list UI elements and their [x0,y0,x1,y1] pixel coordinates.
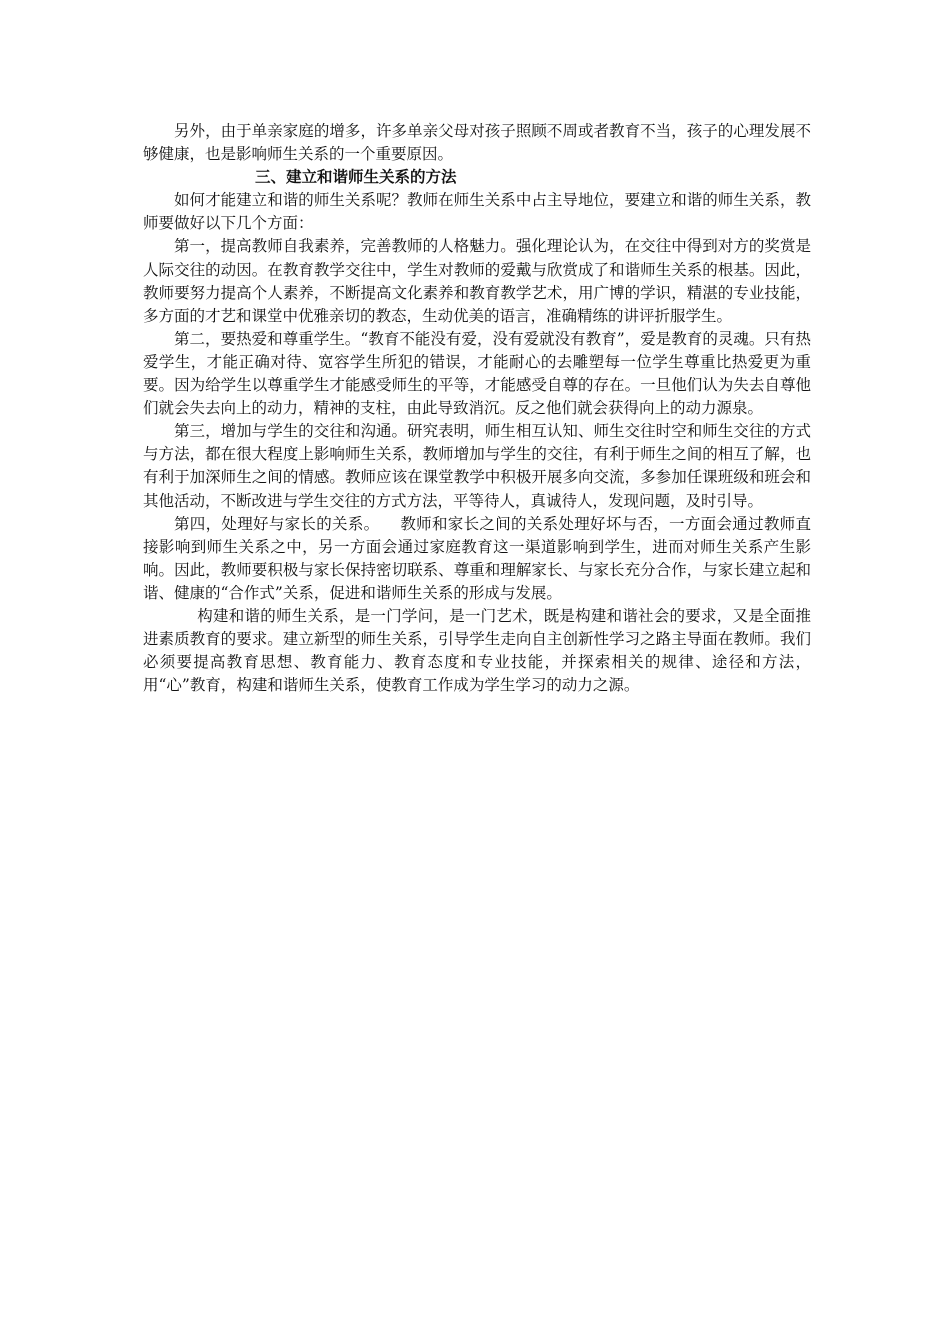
paragraph-point-four: 第四，处理好与家长的关系。 教师和家长之间的关系处理好坏与否，一方面会通过教师直接影响到师生关系之中，另一方面会通过家庭教育这一渠道影响到学生，进而对师生关系产生影响。因此，教师要积极与家长保持密切联系、尊重和理解家长、与家长充分合作，与家长建立起和谐、健康的“合作式”关系，促进和谐师生关系的形成与发展。 [143,514,811,602]
paragraph-point-two: 第二，要热爱和尊重学生。“教育不能没有爱，没有爱就没有教育”，爱是教育的灵魂。只有热爱学生，才能正确对待、宽容学生所犯的错误，才能耐心的去雕塑每一位学生尊重比热爱更为重要。因为给学生以尊重学生才能感受师生的平等，才能感受自尊的存在。一旦他们认为失去自尊他们就会失去向上的动力，精神的支柱，由此导致消沉。反之他们就会获得向上的动力源泉。 [143,329,811,418]
paragraph-point-one: 第一，提高教师自我素养，完善教师的人格魅力。强化理论认为，在交往中得到对方的奖赏是人际交往的动因。在教育教学交往中，学生对教师的爱戴与欣赏成了和谐师生关系的根基。因此，教师要努力提高个人素养，不断提高文化素养和教育教学艺术，用广博的学识，精湛的专业技能，多方面的才艺和课堂中优雅亲切的教态，生动优美的语言，准确精练的讲评折服学生。 [143,237,811,325]
document-page [143,120,811,697]
section-heading: 三、建立和谐师生关系的方法 [255,168,457,187]
paragraph-conclusion: 构建和谐的师生关系，是一门学问，是一门艺术，既是构建和谐社会的要求，又是全面推进素质教育的要求。建立新型的师生关系，引导学生走向自主创新性学习之路主导面在教师。我们必须要提高教育思想、教育能力、教育态度和专业技能，并探索相关的规律、途径和方法，用“心”教育，构建和谐师生关系，使教育工作成为学生学习的动力之源。 [143,606,811,695]
paragraph-point-three: 第三，增加与学生的交往和沟通。研究表明，师生相互认知、师生交往时空和师生交往的方式与方法，都在很大程度上影响师生关系，教师增加与学生的交往，有利于师生之间的相互了解，也有利于加深师生之间的情感。教师应该在课堂教学中积极开展多向交流，多参加任课班级和班会和其他活动，不断改进与学生交往的方式方法，平等待人，真诚待人，发现问题，及时引导。 [143,422,811,510]
paragraph-single-parent-families: 另外，由于单亲家庭的增多，许多单亲父母对孩子照顾不周或者教育不当，孩子的心理发展不够健康，也是影响师生关系的一个重要原因。 [143,122,811,164]
paragraph-intro-question: 如何才能建立和谐的师生关系呢？教师在师生关系中占主导地位，要建立和谐的师生关系，教师要做好以下几个方面： [143,191,811,233]
